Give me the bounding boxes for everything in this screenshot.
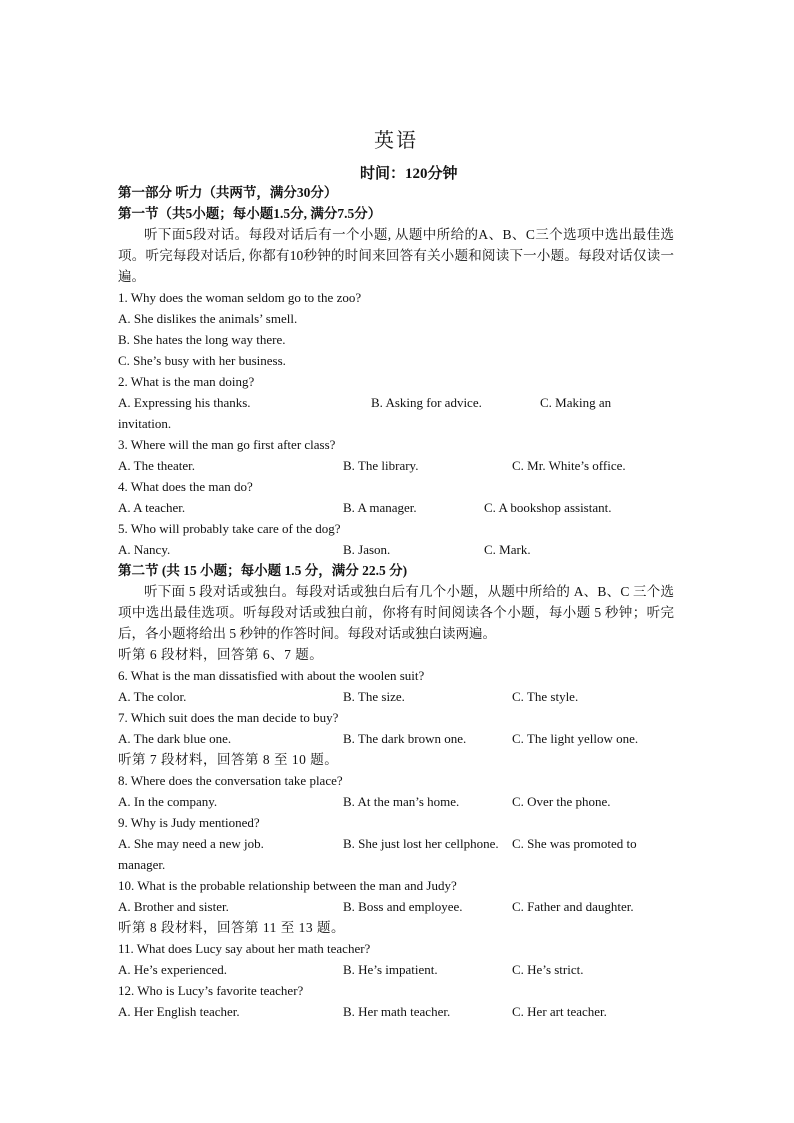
- q2-option-a: A. Expressing his thanks.: [118, 395, 251, 410]
- q6-option-c: C. The style.: [512, 689, 579, 704]
- q9-option-b: B. She just lost her cellphone.: [343, 836, 499, 851]
- q2-option-b: B. Asking for advice.: [371, 395, 482, 410]
- q12-option-a: A. Her English teacher.: [118, 1004, 240, 1019]
- q8-options: [118, 791, 674, 812]
- q11-option-b: B. He’s impatient.: [343, 962, 438, 977]
- q11-options: [118, 959, 674, 980]
- q8-option-a: A. In the company.: [118, 794, 218, 809]
- q9-option-c: C. She was promoted to: [512, 836, 637, 851]
- exam-time: 时间：120分钟: [360, 166, 458, 182]
- q4-option-a: A. A teacher.: [118, 500, 186, 515]
- material-8-note: 听第 8 段材料，回答第 11 至 13 题。: [118, 920, 345, 935]
- question-8: 8. Where does the conversation take place?: [118, 773, 343, 788]
- q10-options: [118, 896, 674, 917]
- q7-option-c: C. The light yellow one.: [512, 731, 639, 746]
- part1-heading: 第一部分 听力（共两节，满分30分）: [118, 185, 338, 200]
- q3-option-b: B. The library.: [343, 458, 419, 473]
- q12-option-c: C. Her art teacher.: [512, 1004, 607, 1019]
- q3-option-c: C. Mr. White’s office.: [512, 458, 626, 473]
- q5-option-b: B. Jason.: [343, 542, 391, 557]
- section1-heading: 第一节（共5小题；每小题1.5分, 满分7.5分）: [118, 206, 382, 221]
- q11-option-c: C. He’s strict.: [512, 962, 584, 977]
- q8-option-c: C. Over the phone.: [512, 794, 611, 809]
- question-12: 12. Who is Lucy’s favorite teacher?: [118, 983, 304, 998]
- section2-instructions: 听下面 5 段对话或独白。每段对话或独白后有几个小题，从题中所给的 A、B、C 三个选项中选出最佳选项。听每段对话或独白前，你将有时间阅读各个小题，每小题 5 秒钟；听完后，各小题将给出 5 秒钟的作答时间。每段对话或独白读两遍。: [118, 584, 674, 641]
- q12-options: [118, 1001, 674, 1022]
- q6-options: [118, 686, 674, 707]
- q5-options: [118, 539, 674, 560]
- material-6-note: 听第 6 段材料，回答第 6、7 题。: [118, 647, 324, 662]
- question-10: 10. What is the probable relationship between the man and Judy?: [118, 878, 457, 893]
- section2-heading: 第二节 (共 15 小题；每小题 1.5 分，满分 22.5 分): [118, 563, 408, 578]
- q7-options: [118, 728, 674, 749]
- material-7-note: 听第 7 段材料，回答第 8 至 10 题。: [118, 752, 339, 767]
- question-4: 4. What does the man do?: [118, 479, 253, 494]
- q7-option-a: A. The dark blue one.: [118, 731, 232, 746]
- q11-option-a: A. He’s experienced.: [118, 962, 228, 977]
- question-5: 5. Who will probably take care of the dog?: [118, 521, 341, 536]
- q5-option-a: A. Nancy.: [118, 542, 171, 557]
- q2-option-c: C. Making an: [540, 395, 612, 410]
- q3-options: [118, 455, 674, 476]
- q10-option-c: C. Father and daughter.: [512, 899, 634, 914]
- q4-option-c: C. A bookshop assistant.: [484, 500, 612, 515]
- q1-option-c: C. She’s busy with her business.: [118, 353, 286, 368]
- q6-option-b: B. The size.: [343, 689, 405, 704]
- question-2: 2. What is the man doing?: [118, 374, 255, 389]
- q3-option-a: A. The theater.: [118, 458, 196, 473]
- q7-option-b: B. The dark brown one.: [343, 731, 467, 746]
- q9-option-a: A. She may need a new job.: [118, 836, 264, 851]
- question-7: 7. Which suit does the man decide to buy?: [118, 710, 339, 725]
- q9-option-c-continued: manager.: [118, 857, 166, 872]
- question-1: 1. Why does the woman seldom go to the zoo?: [118, 290, 362, 305]
- question-6: 6. What is the man dissatisfied with about the woolen suit?: [118, 668, 425, 683]
- exam-title: 英语: [374, 130, 418, 152]
- q8-option-b: B. At the man’s home.: [343, 794, 460, 809]
- q9-options: [118, 833, 674, 854]
- q5-option-c: C. Mark.: [484, 542, 531, 557]
- listening-part: [118, 182, 674, 1022]
- question-11: 11. What does Lucy say about her math teacher?: [118, 941, 371, 956]
- q6-option-a: A. The color.: [118, 689, 187, 704]
- q2-options: [118, 392, 674, 413]
- section1-instructions: 听下面5段对话。每段对话后有一个小题, 从题中所给的A、B、C三个选项中选出最佳选项。听完每段对话后, 你都有10秒钟的时间来回答有关小题和阅读下一小题。每段对话仅读一遍。: [118, 227, 674, 284]
- q10-option-a: A. Brother and sister.: [118, 899, 229, 914]
- q12-option-b: B. Her math teacher.: [343, 1004, 451, 1019]
- question-3: 3. Where will the man go first after class?: [118, 437, 336, 452]
- q1-option-b: B. She hates the long way there.: [118, 332, 286, 347]
- question-9: 9. Why is Judy mentioned?: [118, 815, 260, 830]
- q4-options: [118, 497, 674, 518]
- q4-option-b: B. A manager.: [343, 500, 417, 515]
- q10-option-b: B. Boss and employee.: [343, 899, 463, 914]
- q1-option-a: A. She dislikes the animals’ smell.: [118, 311, 298, 326]
- q2-option-c-continued: invitation.: [118, 416, 172, 431]
